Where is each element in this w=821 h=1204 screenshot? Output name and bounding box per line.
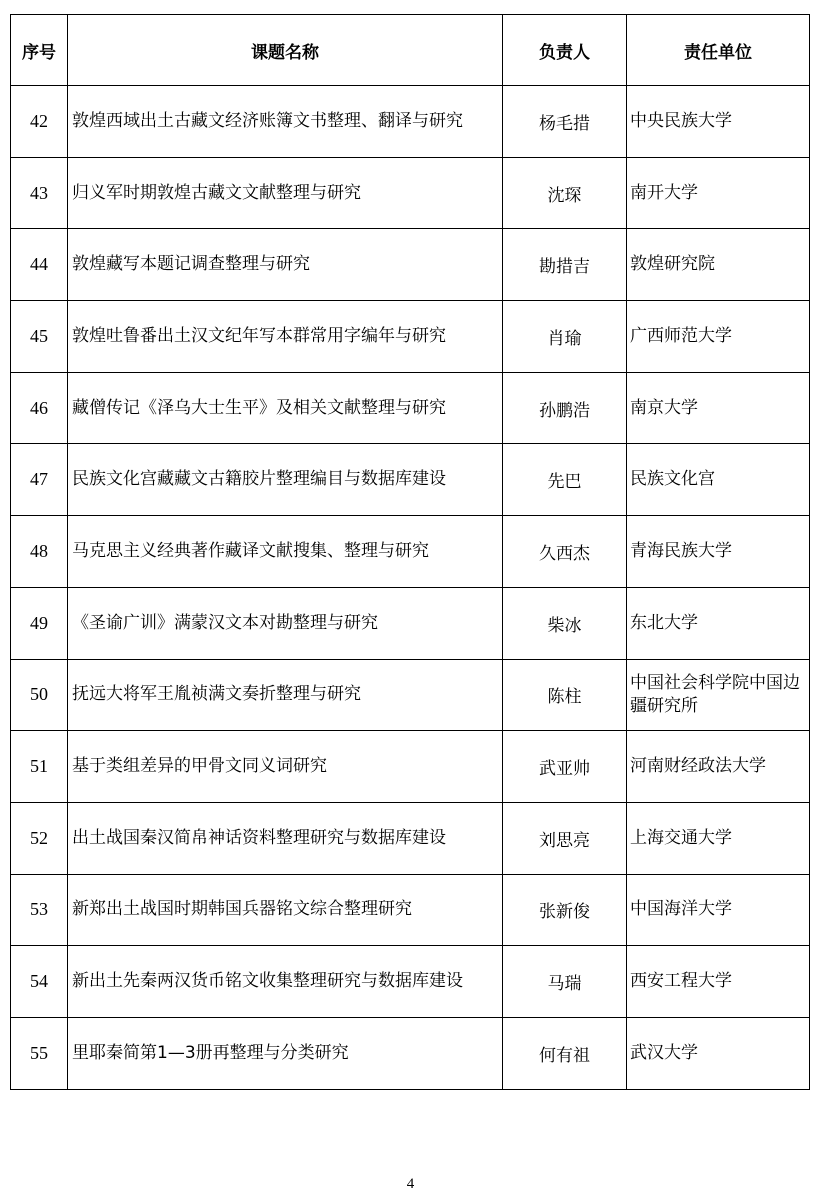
row-org: 南京大学 bbox=[627, 372, 810, 444]
row-index: 54 bbox=[11, 946, 68, 1018]
row-leader: 勘措吉 bbox=[503, 229, 627, 301]
table-row bbox=[11, 731, 810, 803]
row-org: 中国社会科学院中国边疆研究所 bbox=[627, 659, 810, 731]
table-row bbox=[11, 444, 810, 516]
table-body bbox=[11, 86, 810, 1090]
row-leader: 张新俊 bbox=[503, 874, 627, 946]
table-row bbox=[11, 802, 810, 874]
table-row bbox=[11, 372, 810, 444]
row-index: 55 bbox=[11, 1017, 68, 1089]
row-index: 53 bbox=[11, 874, 68, 946]
table-row bbox=[11, 229, 810, 301]
row-leader: 陈柱 bbox=[503, 659, 627, 731]
table-row bbox=[11, 587, 810, 659]
row-leader: 柴冰 bbox=[503, 587, 627, 659]
row-org: 南开大学 bbox=[627, 157, 810, 229]
row-org: 青海民族大学 bbox=[627, 516, 810, 588]
row-org: 民族文化宫 bbox=[627, 444, 810, 516]
row-org: 中央民族大学 bbox=[627, 86, 810, 158]
row-title: 《圣谕广训》满蒙汉文本对勘整理与研究 bbox=[68, 587, 503, 659]
table-row bbox=[11, 659, 810, 731]
row-index: 47 bbox=[11, 444, 68, 516]
header-index: 序号 bbox=[11, 15, 68, 86]
row-org: 中国海洋大学 bbox=[627, 874, 810, 946]
row-title: 新郑出土战国时期韩国兵器铭文综合整理研究 bbox=[68, 874, 503, 946]
row-leader: 武亚帅 bbox=[503, 731, 627, 803]
row-title: 抚远大将军王胤祯满文奏折整理与研究 bbox=[68, 659, 503, 731]
row-index: 45 bbox=[11, 301, 68, 373]
row-title: 马克思主义经典著作藏译文献搜集、整理与研究 bbox=[68, 516, 503, 588]
table-row bbox=[11, 157, 810, 229]
row-title: 敦煌西域出土古藏文经济账簿文书整理、翻译与研究 bbox=[68, 86, 503, 158]
row-title: 敦煌吐鲁番出土汉文纪年写本群常用字编年与研究 bbox=[68, 301, 503, 373]
table-row bbox=[11, 1017, 810, 1089]
row-leader: 先巴 bbox=[503, 444, 627, 516]
row-index: 52 bbox=[11, 802, 68, 874]
row-index: 50 bbox=[11, 659, 68, 731]
table-header-row bbox=[11, 15, 810, 86]
row-org: 武汉大学 bbox=[627, 1017, 810, 1089]
page-number: 4 bbox=[406, 1176, 415, 1192]
row-title: 新出土先秦两汉货币铭文收集整理研究与数据库建设 bbox=[68, 946, 503, 1018]
header-title: 课题名称 bbox=[68, 15, 503, 86]
row-leader: 久西杰 bbox=[503, 516, 627, 588]
row-title: 基于类组差异的甲骨文同义词研究 bbox=[68, 731, 503, 803]
header-leader: 负责人 bbox=[503, 15, 627, 86]
row-index: 51 bbox=[11, 731, 68, 803]
row-leader: 刘思亮 bbox=[503, 802, 627, 874]
row-org: 上海交通大学 bbox=[627, 802, 810, 874]
table-row bbox=[11, 516, 810, 588]
row-leader: 沈琛 bbox=[503, 157, 627, 229]
table-row bbox=[11, 946, 810, 1018]
row-index: 49 bbox=[11, 587, 68, 659]
row-index: 44 bbox=[11, 229, 68, 301]
row-title: 里耶秦简第1—3册再整理与分类研究 bbox=[68, 1017, 503, 1089]
row-org: 河南财经政法大学 bbox=[627, 731, 810, 803]
header-org: 责任单位 bbox=[627, 15, 810, 86]
row-title: 出土战国秦汉简帛神话资料整理研究与数据库建设 bbox=[68, 802, 503, 874]
row-title: 敦煌藏写本题记调查整理与研究 bbox=[68, 229, 503, 301]
table-row bbox=[11, 301, 810, 373]
row-leader: 杨毛措 bbox=[503, 86, 627, 158]
row-leader: 孙鹏浩 bbox=[503, 372, 627, 444]
row-leader: 肖瑜 bbox=[503, 301, 627, 373]
table-row bbox=[11, 86, 810, 158]
row-org: 东北大学 bbox=[627, 587, 810, 659]
row-index: 46 bbox=[11, 372, 68, 444]
row-org: 敦煌研究院 bbox=[627, 229, 810, 301]
row-title: 归义军时期敦煌古藏文文献整理与研究 bbox=[68, 157, 503, 229]
row-leader: 何有祖 bbox=[503, 1017, 627, 1089]
table-row bbox=[11, 874, 810, 946]
row-org: 广西师范大学 bbox=[627, 301, 810, 373]
row-title: 民族文化宫藏藏文古籍胶片整理编目与数据库建设 bbox=[68, 444, 503, 516]
row-index: 42 bbox=[11, 86, 68, 158]
row-title: 藏僧传记《泽乌大士生平》及相关文献整理与研究 bbox=[68, 372, 503, 444]
row-index: 48 bbox=[11, 516, 68, 588]
project-table bbox=[10, 14, 810, 1090]
row-leader: 马瑞 bbox=[503, 946, 627, 1018]
row-org: 西安工程大学 bbox=[627, 946, 810, 1018]
row-index: 43 bbox=[11, 157, 68, 229]
